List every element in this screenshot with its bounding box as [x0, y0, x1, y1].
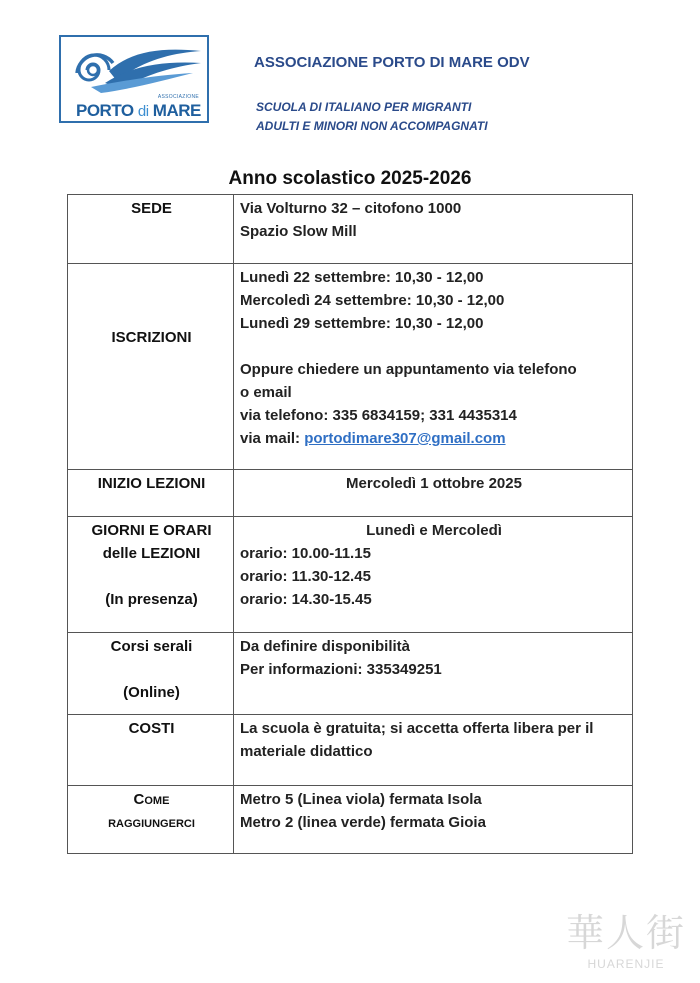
value-sede [234, 195, 633, 264]
row-costi [68, 715, 633, 786]
enroll-date-1: Lunedì 22 settembre: 10,30 - 12,00 [240, 269, 484, 286]
enroll-date-3: Lunedì 29 settembre: 10,30 - 12,00 [240, 315, 484, 332]
value-costi [234, 715, 633, 786]
sede-venue: Spazio Slow Mill [240, 223, 357, 240]
label-inizio-lezioni: INIZIO LEZIONI [68, 470, 234, 517]
lesson-slot-2: orario: 11.30-12.45 [240, 568, 371, 585]
logo-wordmark [76, 101, 201, 121]
association-logo [59, 35, 209, 123]
row-iscrizioni [68, 264, 633, 470]
lesson-slot-1: orario: 10.00-11.15 [240, 545, 371, 562]
logo-word-di: di [137, 103, 149, 120]
serali-availability: Da definire disponibilità [240, 638, 411, 655]
page-title: Anno scolastico 2025-2026 [228, 168, 472, 189]
mail-prefix: via mail: [240, 430, 305, 447]
costi-line-1: La scuola è gratuita; si accetta offerta libera per il [240, 720, 594, 737]
organization-subtitle [256, 98, 488, 136]
logo-word-mare: MARE [152, 101, 201, 120]
info-table [67, 194, 633, 854]
orari-label-line-3: (In presenza) [105, 591, 198, 608]
label-corsi-serali [68, 633, 234, 715]
label-come-raggiungerci [68, 786, 234, 854]
orari-label-line-2: delle LEZIONI [102, 545, 201, 562]
label-orari [68, 517, 234, 633]
subtitle-line-1: SCUOLA DI ITALIANO PER MIGRANTI [256, 100, 472, 114]
raggiungerci-label-line-2: raggiungerci [108, 814, 195, 831]
label-iscrizioni: ISCRIZIONI [68, 264, 234, 470]
serali-label-line-1: Corsi serali [110, 638, 193, 655]
logo-word-porto: PORTO [76, 101, 134, 120]
watermark-chinese: 華人街 [565, 911, 686, 955]
subtitle-line-2: ADULTI E MINORI NON ACCOMPAGNATI [256, 119, 488, 133]
email-link[interactable]: portodimare307@gmail.com [304, 430, 506, 447]
metro-line-5: Metro 5 (Linea viola) fermata Isola [240, 791, 482, 808]
label-sede: SEDE [68, 195, 234, 264]
row-inizio-lezioni [68, 470, 633, 517]
watermark-latin: HUARENJIE [587, 957, 665, 971]
appointment-line-1: Oppure chiedere un appuntamento via telefono [240, 361, 577, 378]
raggiungerci-label-line-1: Come [133, 791, 170, 808]
value-inizio-lezioni: Mercoledì 1 ottobre 2025 [234, 470, 633, 517]
lesson-days: Lunedì e Mercoledì [366, 522, 502, 539]
lesson-slot-3: orario: 14.30-15.45 [240, 591, 372, 608]
serali-label-line-2: (Online) [123, 684, 180, 701]
serali-info-phone: Per informazioni: 335349251 [240, 661, 442, 678]
enroll-date-2: Mercoledì 24 settembre: 10,30 - 12,00 [240, 292, 505, 309]
row-orari [68, 517, 633, 633]
label-costi: COSTI [68, 715, 234, 786]
orari-label-line-1: GIORNI E ORARI [91, 522, 212, 539]
value-orari [234, 517, 633, 633]
value-come-raggiungerci [234, 786, 633, 854]
appointment-line-2: o email [240, 384, 292, 401]
organization-name: ASSOCIAZIONE PORTO DI MARE ODV [254, 54, 530, 71]
costi-line-2: materiale didattico [240, 743, 373, 760]
metro-line-2: Metro 2 (linea verde) fermata Gioia [240, 814, 486, 831]
value-corsi-serali [234, 633, 633, 715]
sede-address: Via Volturno 32 – citofono 1000 [240, 200, 462, 217]
phone-contacts: via telefono: 335 6834159; 331 4435314 [240, 407, 517, 424]
logo-small-text: ASSOCIAZIONE [157, 94, 199, 100]
row-come-raggiungerci [68, 786, 633, 854]
value-iscrizioni [234, 264, 633, 470]
watermark [566, 902, 686, 971]
mail-contact [240, 427, 628, 450]
row-sede [68, 195, 633, 264]
row-corsi-serali [68, 633, 633, 715]
